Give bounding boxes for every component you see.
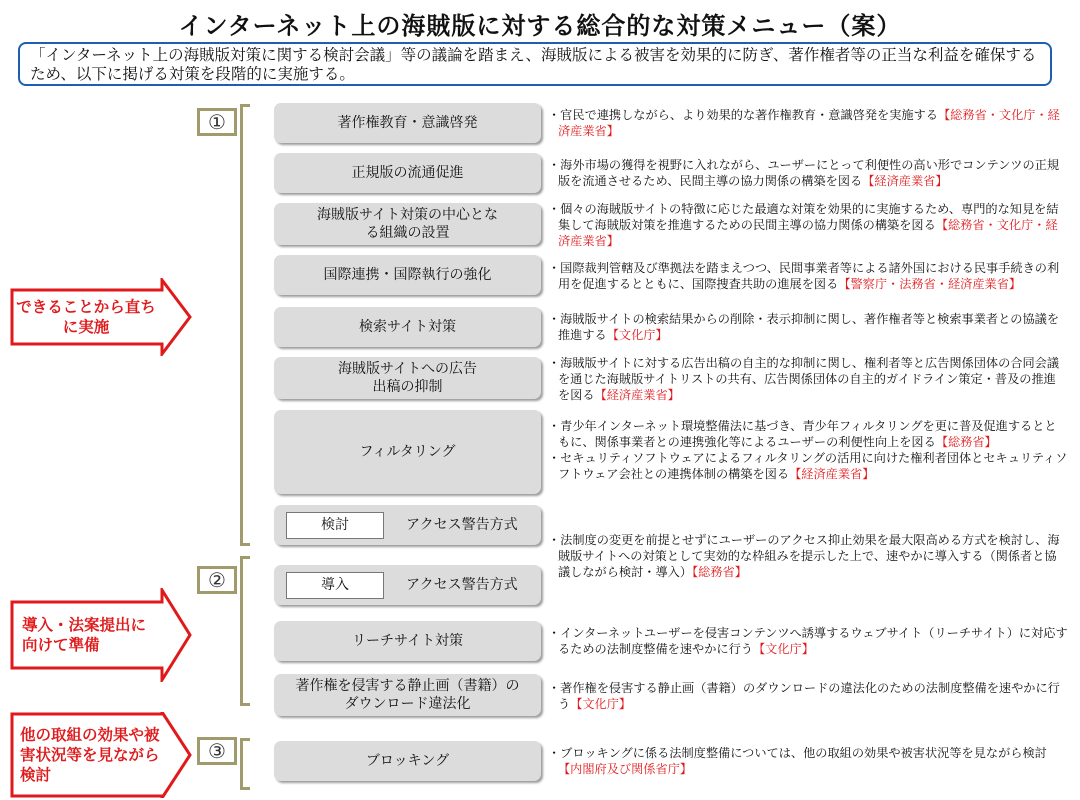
measure-ad-suppression [274, 357, 541, 399]
status-tag-consider: 検討 [286, 512, 384, 539]
description-item [548, 680, 1068, 712]
measure-label: 海賊版サイト対策の中心となる組織の設置 [316, 207, 499, 241]
phase-1-label: ① [197, 108, 237, 136]
measure-label: 海賊版サイトへの広告出稿の抑制 [337, 361, 478, 395]
description-text: ・セキュリティソフトウェアによるフィルタリングの活用に向けた権利者団体とセキュリティソフトウェア会社との連携体制の構築を図る [548, 451, 1068, 481]
description-text: ・青少年インターネット環境整備法に基づき、青少年フィルタリングを更に普及促進するとともに、関係事業者との連携強化等によるユーザーの利便性向上を図る [548, 419, 1057, 449]
measure-central-organization [274, 203, 541, 245]
arrow-immediate [10, 278, 192, 356]
measure-download-illegalization [274, 674, 541, 716]
description-text: ・個々の海賊版サイトの特徴に応じた最適な対策を効果的に実施するため、専門的な知見を結集して海賊版対策を推進するための民間主導の協力関係の構築を図る [548, 202, 1059, 232]
description-item [548, 532, 1068, 580]
measure-international-cooperation [274, 255, 541, 295]
measure-label: 著作権教育・意識啓発 [337, 115, 478, 131]
arrow-consider [10, 712, 192, 798]
measure-access-warning-introduce [274, 565, 541, 605]
ministry-label: 【経済産業省】 [862, 174, 948, 188]
measure-copyright-education [274, 103, 541, 143]
phase-2-bracket [240, 556, 250, 706]
arrow-consider-text: 他の取組の効果や被害状況等を見ながら検討 [20, 726, 160, 784]
phase-3-bracket [240, 738, 250, 790]
measure-label: フィルタリング [359, 444, 456, 460]
measure-legit-distribution [274, 153, 541, 193]
measure-filtering [274, 410, 541, 494]
ministry-label: 【経済産業省】 [789, 467, 875, 481]
ministry-label: 【総務省】 [935, 435, 997, 449]
ministry-label: 【総務省・文化庁・経済産業省】 [558, 108, 1060, 138]
description-item [548, 260, 1068, 292]
ministry-label: 【文化庁】 [753, 642, 814, 656]
measure-label: アクセス警告方式 [406, 577, 518, 593]
measure-blocking [274, 741, 541, 781]
description-text: ・官民で連携しながら、より効果的な著作権教育・意識啓発を実施する [548, 108, 938, 122]
page-title: インターネット上の海賊版に対する総合的な対策メニュー（案） [178, 12, 902, 40]
phase-1-bracket [240, 104, 250, 546]
measure-label: アクセス警告方式 [406, 517, 518, 533]
ministry-label: 【警察庁・法務省・経済産業省】 [838, 277, 1022, 291]
description-item [548, 355, 1068, 403]
description-item [548, 311, 1068, 343]
description-text: ・ブロッキングに係る法制度整備については、他の取組の効果や被害状況等を見ながら検討 [548, 746, 1047, 760]
ministry-label: 【総務省】 [692, 565, 747, 579]
measure-label: 正規版の流通促進 [351, 165, 464, 181]
description-item [548, 745, 1068, 777]
description-text: ・海賊版サイトに対する広告出稿の自主的な抑制に関し、権利者等と広告関係団体の合同会議を通じた海賊版サイトリストの共有、広告関係団体の自主的ガイドライン策定・普及の推進を図る [548, 356, 1060, 402]
intro-box: 「インターネット上の海賊版対策に関する検討会議」等の議論を踏まえ、海賊版による被害を効果的に防ぎ、著作権者等の正当な利益を確保するため、以下に掲げる対策を段階的に実施する。 [18, 42, 1052, 86]
measure-label: 検索サイト対策 [358, 319, 457, 335]
description-text: ・著作権を侵害する静止画（書籍）のダウンロードの違法化のための法制度整備を速やかに行う [548, 681, 1060, 711]
description-text: ・インターネットユーザーを侵害コンテンツへ誘導するウェブサイト（リーチサイト）に対応するための法制度整備を速やかに行う [548, 626, 1068, 656]
arrow-immediate-text: できることから直ちに実施 [16, 298, 156, 336]
description-item [548, 625, 1068, 657]
description-item [548, 157, 1068, 189]
ministry-label: 【文化庁】 [570, 697, 632, 711]
phase-3-label: ③ [197, 737, 237, 765]
measure-search-sites [274, 307, 541, 347]
description-text: ・海外市場の獲得を視野に入れながら、ユーザーにとって利便性の高い形でコンテンツの正規版を流通させるため、民間主導の協力関係の構築を図る [548, 158, 1060, 188]
phase-2-label: ② [197, 566, 237, 594]
description-text: ・国際裁判管轄及び準拠法を踏まえつつ、民間事業者等による諸外国における民事手続きの利用を促進するとともに、国際捜査共助の進展を図る [548, 261, 1060, 291]
description-text: ・法制度の変更を前提とせずにユーザーのアクセス抑止効果を最大限高める方式を検討し、海賊版サイトへの対策として実効的な枠組みを提示した上で、速やかに導入する（関係者と協議しながら検討・導入） [548, 533, 1060, 579]
measure-label: ブロッキング [365, 753, 450, 769]
measure-reach-sites [274, 621, 541, 661]
ministry-label: 【文化庁】 [606, 328, 668, 342]
description-text: ・海賊版サイトの検索結果からの削除・表示抑制に関し、著作権者等と検索事業者との協議を推進する [548, 312, 1060, 342]
description-item [548, 418, 1068, 482]
arrow-prepare-text: 導入・法案提出に向けて準備 [22, 616, 147, 654]
description-item [548, 201, 1068, 249]
measure-label: リーチサイト対策 [351, 633, 464, 649]
ministry-label: 【総務省・文化庁・経済産業省】 [558, 218, 1058, 248]
measure-label: 国際連携・国際執行の強化 [323, 267, 492, 283]
measure-access-warning-consider [274, 505, 541, 545]
ministry-label: 【内閣府及び関係省庁】 [558, 762, 693, 776]
arrow-prepare [10, 588, 192, 682]
ministry-label: 【経済産業省】 [594, 388, 680, 402]
status-tag-introduce: 導入 [286, 572, 384, 599]
description-item [548, 107, 1068, 139]
measure-label: 著作権を侵害する静止画（書籍）のダウンロード違法化 [295, 678, 520, 712]
